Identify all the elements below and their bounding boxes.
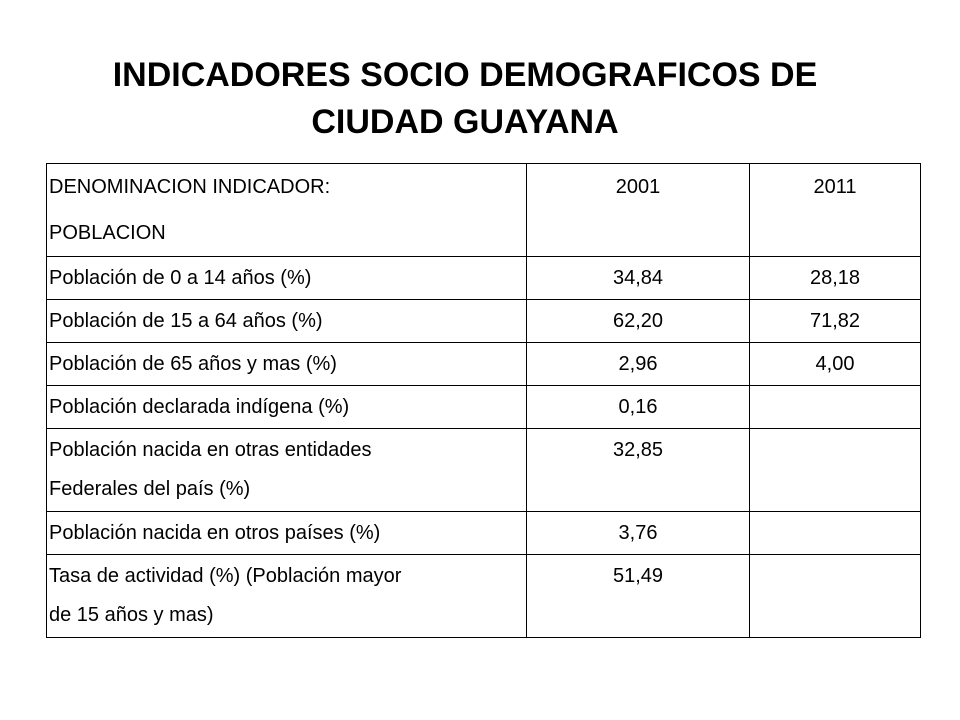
header-label-line-2: POBLACION xyxy=(49,222,166,244)
table-row xyxy=(47,300,921,343)
value-2011 xyxy=(750,429,921,512)
table-row xyxy=(47,512,921,555)
row-label: Población de 15 a 64 años (%) xyxy=(47,300,527,343)
value-2001: 34,84 xyxy=(527,257,750,300)
value-2011 xyxy=(750,555,921,638)
page-title xyxy=(0,52,930,146)
table-row xyxy=(47,257,921,300)
row-label: Población declarada indígena (%) xyxy=(47,386,527,429)
header-label-cell xyxy=(47,164,527,257)
value-2011: 4,00 xyxy=(750,343,921,386)
indicators-table xyxy=(46,163,921,638)
row-label-line-1: Población nacida en otras entidades xyxy=(49,439,372,461)
title-line-2: CIUDAD GUAYANA xyxy=(311,103,619,141)
table-row xyxy=(47,555,921,638)
value-2001: 62,20 xyxy=(527,300,750,343)
row-label-line-2: de 15 años y mas) xyxy=(49,604,214,626)
value-2001: 3,76 xyxy=(527,512,750,555)
row-label xyxy=(47,429,527,512)
value-2001: 51,49 xyxy=(527,555,750,638)
table-row xyxy=(47,386,921,429)
header-2011: 2011 xyxy=(750,164,921,257)
value-2011: 71,82 xyxy=(750,300,921,343)
header-2001: 2001 xyxy=(527,164,750,257)
row-label-line-2: Federales del país (%) xyxy=(49,478,251,500)
value-2001: 32,85 xyxy=(527,429,750,512)
row-label: Población nacida en otros países (%) xyxy=(47,512,527,555)
table-row xyxy=(47,343,921,386)
table-row xyxy=(47,429,921,512)
value-2011 xyxy=(750,386,921,429)
header-label-line-1: DENOMINACION INDICADOR: xyxy=(49,176,331,198)
value-2011 xyxy=(750,512,921,555)
title-line-1: INDICADORES SOCIO DEMOGRAFICOS DE xyxy=(112,56,818,94)
row-label-line-1: Tasa de actividad (%) (Población mayor xyxy=(49,565,402,587)
value-2011: 28,18 xyxy=(750,257,921,300)
value-2001: 2,96 xyxy=(527,343,750,386)
table-header-row xyxy=(47,164,921,257)
row-label: Población de 0 a 14 años (%) xyxy=(47,257,527,300)
value-2001: 0,16 xyxy=(527,386,750,429)
row-label: Población de 65 años y mas (%) xyxy=(47,343,527,386)
row-label xyxy=(47,555,527,638)
